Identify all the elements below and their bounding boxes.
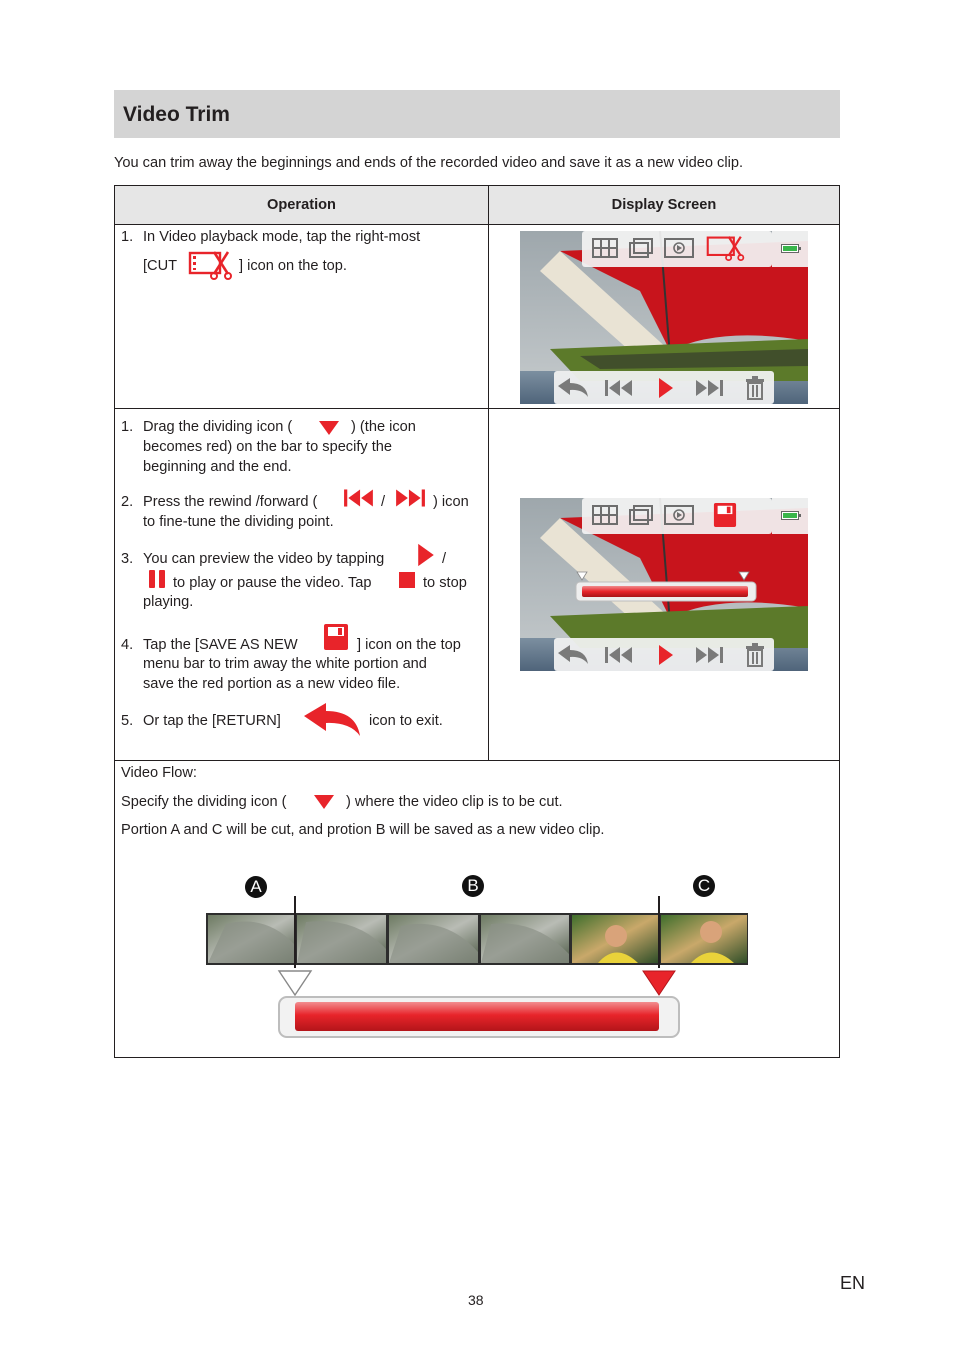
column-divider [488, 186, 489, 760]
step-text: Press the rewind /forward ( [143, 494, 318, 510]
portion-c-label: C [693, 875, 715, 897]
play-icon[interactable] [657, 644, 675, 671]
playback-icon [664, 504, 694, 531]
save-icon [323, 623, 349, 656]
step-number: 1. [121, 419, 134, 435]
language-label: EN [840, 1273, 866, 1293]
grid-icon [592, 237, 618, 264]
header-display: Display Screen [611, 197, 717, 213]
divider-icon [313, 794, 335, 815]
battery-icon [781, 507, 801, 525]
forward-icon [394, 487, 426, 514]
step-text: to stop [423, 575, 467, 591]
save-icon[interactable] [713, 502, 737, 533]
rewind-icon[interactable] [604, 645, 634, 670]
step-text: ] icon on the top. [239, 258, 347, 274]
cut-icon [188, 250, 234, 285]
table-header [115, 186, 839, 225]
step-number: 4. [121, 637, 134, 653]
step-text: ) icon [433, 494, 469, 510]
flow-title: Video Flow: [121, 765, 197, 781]
return-icon[interactable] [556, 644, 590, 671]
step-text: icon to exit. [369, 713, 443, 729]
step-number: 2. [121, 494, 134, 510]
grid-icon [592, 504, 618, 531]
step-number: 1. [121, 229, 134, 245]
page-number: 38 [468, 1292, 484, 1308]
pause-icon [148, 569, 166, 594]
play-icon[interactable] [657, 377, 675, 404]
step-text: save the red portion as a new video file. [143, 676, 401, 692]
rewind-icon [343, 487, 375, 514]
step-text: playing. [143, 594, 194, 610]
step-text: becomes red) on the bar to specify the [143, 439, 393, 455]
step-text: Drag the dividing icon ( [143, 419, 293, 435]
cut-icon[interactable] [706, 234, 746, 267]
row-divider [115, 760, 839, 761]
step-text: to play or pause the video. Tap [173, 575, 372, 591]
video-flow-diagram [206, 894, 749, 1047]
clips-icon [628, 504, 654, 531]
return-icon[interactable] [556, 377, 590, 404]
screen-trim [520, 498, 808, 671]
flow-text: ) where the video clip is to be cut. [346, 794, 563, 810]
forward-icon[interactable] [694, 645, 724, 670]
row-divider [115, 408, 839, 409]
intro-text: You can trim away the beginnings and ends of the recorded video and save it as a new video clip. [114, 155, 744, 171]
step-text: / [381, 494, 386, 510]
step-text: [CUT [143, 258, 178, 274]
step-text: menu bar to trim away the white portion and [143, 656, 427, 672]
trash-icon[interactable] [745, 643, 765, 671]
instruction-table [114, 185, 840, 1058]
step-text: ) (the icon [351, 419, 416, 435]
rewind-icon[interactable] [604, 378, 634, 403]
step-text: beginning and the end. [143, 459, 292, 475]
clips-icon [628, 237, 654, 264]
step-text: Tap the [SAVE AS NEW [143, 637, 298, 653]
header-operation: Operation [267, 197, 336, 213]
stop-icon [398, 571, 416, 594]
step-text: Or tap the [RETURN] [143, 713, 281, 729]
screen-playback [520, 231, 808, 404]
section-title: Video Trim [123, 103, 230, 126]
battery-icon [781, 240, 801, 258]
step-number: 3. [121, 551, 134, 567]
section-header [114, 90, 840, 138]
step-number: 5. [121, 713, 134, 729]
forward-icon[interactable] [694, 378, 724, 403]
step-text: ] icon on the top [357, 637, 461, 653]
flow-text: Specify the dividing icon ( [121, 794, 287, 810]
portion-a-label: A [245, 876, 267, 898]
step-text: / [442, 551, 447, 567]
step-text: In Video playback mode, tap the right-most [143, 229, 421, 245]
step-text: You can preview the video by tapping [143, 551, 385, 567]
playback-icon [664, 237, 694, 264]
flow-text: Portion A and C will be cut, and protion B will be saved as a new video clip. [121, 822, 605, 838]
trash-icon[interactable] [745, 376, 765, 404]
portion-b-label: B [462, 875, 484, 897]
return-icon [302, 702, 362, 743]
play-icon [416, 542, 436, 573]
step-text: to fine-tune the dividing point. [143, 514, 334, 530]
